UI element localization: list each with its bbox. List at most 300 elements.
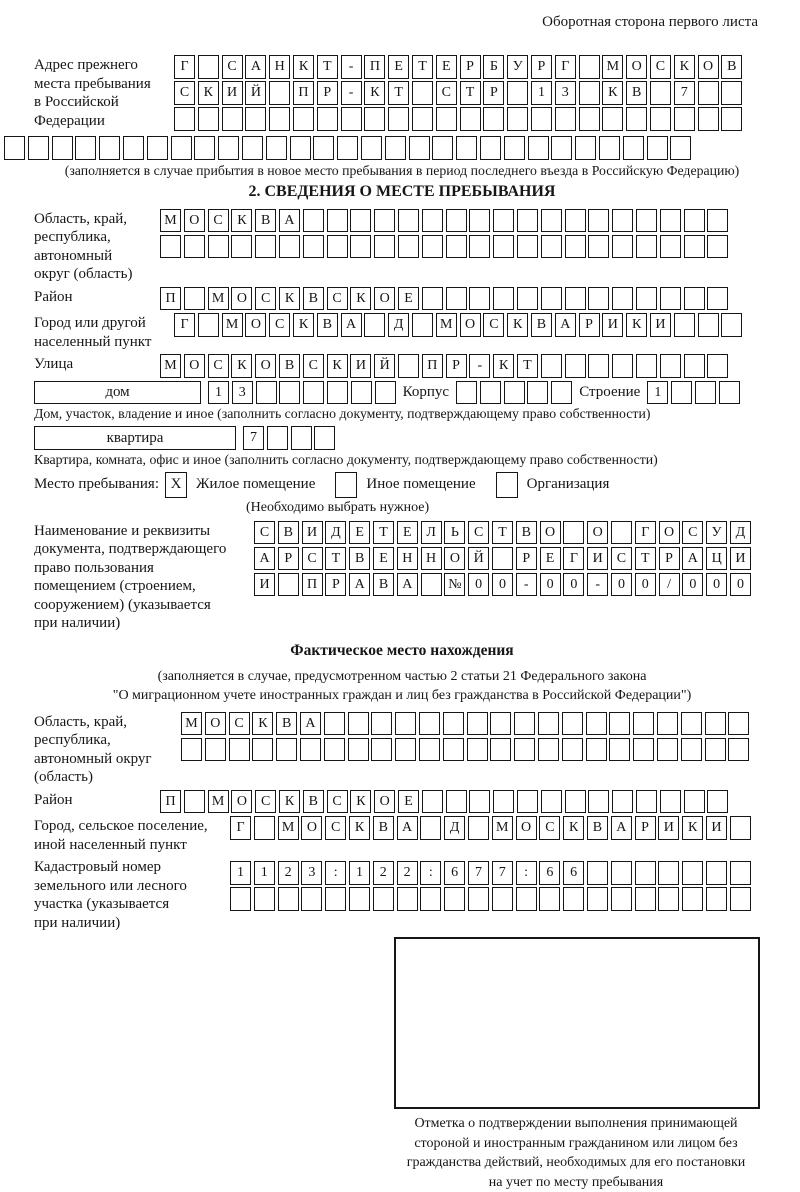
char-box	[422, 287, 443, 311]
char-box	[650, 81, 671, 105]
char-box: 1	[208, 381, 229, 405]
char-box	[490, 712, 511, 736]
char-box	[300, 738, 321, 762]
char-box: Д	[730, 521, 751, 545]
char-box	[327, 209, 348, 233]
char-box: В	[276, 712, 297, 736]
char-box: С	[269, 313, 290, 337]
char-box	[647, 136, 668, 160]
char-box	[705, 738, 726, 762]
label-line: населенный пункт	[34, 333, 152, 350]
char-box	[181, 738, 202, 762]
char-box	[231, 235, 252, 259]
char-box: К	[674, 55, 695, 79]
char-box: И	[602, 313, 623, 337]
char-box	[493, 790, 514, 814]
char-box: 1	[254, 861, 275, 885]
char-box	[198, 55, 219, 79]
char-box: П	[422, 354, 443, 378]
char-box: Т	[388, 81, 409, 105]
char-box	[205, 738, 226, 762]
char-box: К	[198, 81, 219, 105]
char-box	[361, 136, 382, 160]
char-box	[541, 790, 562, 814]
cadastral-rows	[230, 861, 751, 913]
char-box	[99, 136, 120, 160]
city-label	[34, 313, 174, 351]
char-box	[456, 136, 477, 160]
char-box	[350, 209, 371, 233]
char-box: 0	[468, 573, 489, 597]
char-box: Т	[460, 81, 481, 105]
char-box: А	[349, 573, 370, 597]
char-box	[460, 107, 481, 131]
char-box: Е	[373, 547, 394, 571]
char-box	[684, 354, 705, 378]
char-box	[516, 887, 537, 911]
char-box	[706, 887, 727, 911]
char-box	[419, 712, 440, 736]
char-box	[349, 887, 370, 911]
char-box	[374, 209, 395, 233]
label-line: при наличии)	[34, 914, 121, 931]
char-box: И	[587, 547, 608, 571]
char-box: В	[317, 313, 338, 337]
char-box: Г	[555, 55, 576, 79]
char-box	[541, 235, 562, 259]
page-header: Оборотная сторона первого листа	[542, 14, 758, 30]
char-box: К	[252, 712, 273, 736]
char-box	[467, 712, 488, 736]
char-box: Ц	[706, 547, 727, 571]
document-field	[34, 521, 770, 633]
char-box: О	[374, 287, 395, 311]
char-box	[684, 790, 705, 814]
char-box	[269, 107, 290, 131]
char-box: Е	[349, 521, 370, 545]
char-box	[565, 235, 586, 259]
char-box	[480, 136, 501, 160]
char-box: К	[350, 790, 371, 814]
char-box: 0	[611, 573, 632, 597]
char-box	[602, 107, 623, 131]
document-row-2	[254, 547, 751, 571]
char-box: М	[208, 790, 229, 814]
char-box	[565, 354, 586, 378]
char-box: И	[222, 81, 243, 105]
char-box: Т	[325, 547, 346, 571]
char-box: №	[444, 573, 465, 597]
char-box	[469, 235, 490, 259]
char-box: Р	[516, 547, 537, 571]
char-box	[325, 887, 346, 911]
label-line: земельного или лесного	[34, 877, 187, 894]
char-box: 2	[278, 861, 299, 885]
char-box: 1	[349, 861, 370, 885]
char-box: А	[254, 547, 275, 571]
char-box: В	[373, 573, 394, 597]
char-box	[674, 313, 695, 337]
actual-city-row	[230, 816, 751, 840]
char-box	[171, 136, 192, 160]
stamp-caption	[376, 1114, 776, 1192]
district-field	[34, 287, 770, 311]
char-box	[492, 547, 513, 571]
region-row-1	[160, 209, 728, 233]
region-rows	[160, 209, 728, 261]
actual-location-title: Фактическое место нахождения	[290, 641, 514, 659]
char-box: С	[174, 81, 195, 105]
char-box	[245, 107, 266, 131]
char-box: Е	[398, 790, 419, 814]
char-box	[586, 712, 607, 736]
char-box: Р	[446, 354, 467, 378]
char-box	[279, 381, 300, 405]
char-box	[421, 573, 442, 597]
char-box: В	[373, 816, 394, 840]
char-box: С	[682, 521, 703, 545]
prev-address-note: (заполняется в случае прибытия в новое место пребывания в период последнего въезда в Российскую Федерацию)	[64, 162, 740, 178]
char-box	[555, 107, 576, 131]
char-box: Р	[325, 573, 346, 597]
korpus-cells	[456, 381, 572, 405]
label-line: автономный	[34, 247, 113, 264]
label-line: помещением (строением,	[34, 578, 196, 595]
char-box	[650, 107, 671, 131]
char-box	[480, 381, 501, 405]
char-box: Е	[436, 55, 457, 79]
char-box	[504, 381, 525, 405]
char-box	[609, 712, 630, 736]
char-box	[301, 887, 322, 911]
char-box: А	[279, 209, 300, 233]
char-box	[456, 381, 477, 405]
char-box: К	[507, 313, 528, 337]
char-box: 1	[531, 81, 552, 105]
char-box	[517, 209, 538, 233]
char-box	[706, 861, 727, 885]
stay-type-option-organization: Организация	[526, 476, 610, 493]
char-box	[398, 209, 419, 233]
char-box	[420, 816, 441, 840]
char-box	[658, 861, 679, 885]
char-box	[684, 235, 705, 259]
char-box	[375, 381, 396, 405]
char-box	[660, 235, 681, 259]
char-box	[266, 136, 287, 160]
char-box	[317, 107, 338, 131]
char-box	[218, 136, 239, 160]
char-box: И	[254, 573, 275, 597]
char-box	[730, 816, 751, 840]
char-box	[587, 861, 608, 885]
char-box	[276, 738, 297, 762]
char-box	[198, 107, 219, 131]
char-box: А	[555, 313, 576, 337]
char-box	[443, 712, 464, 736]
char-box	[730, 861, 751, 885]
char-box: О	[698, 55, 719, 79]
char-box: Т	[517, 354, 538, 378]
char-box: Ь	[444, 521, 465, 545]
char-box: :	[516, 861, 537, 885]
char-box: Й	[468, 547, 489, 571]
char-box	[398, 354, 419, 378]
char-box: В	[303, 287, 324, 311]
char-box	[562, 712, 583, 736]
char-box: К	[231, 209, 252, 233]
char-box	[551, 136, 572, 160]
char-box	[279, 235, 300, 259]
char-box: Е	[540, 547, 561, 571]
char-box: И	[650, 313, 671, 337]
char-box	[657, 712, 678, 736]
char-box	[660, 287, 681, 311]
char-box	[469, 209, 490, 233]
char-box: Р	[579, 313, 600, 337]
char-box	[728, 712, 749, 736]
char-box: 1	[647, 381, 668, 405]
char-box: Т	[492, 521, 513, 545]
char-box	[147, 136, 168, 160]
char-box	[586, 738, 607, 762]
char-box	[303, 235, 324, 259]
char-box: М	[208, 287, 229, 311]
char-box: С	[650, 55, 671, 79]
char-box	[551, 381, 572, 405]
city-field	[34, 313, 770, 351]
char-box	[278, 573, 299, 597]
char-box: В	[279, 354, 300, 378]
actual-region-rows	[181, 712, 749, 764]
actual-district-label: Район	[34, 791, 73, 808]
cadastral-row-1	[230, 861, 751, 885]
char-box: В	[721, 55, 742, 79]
char-box: И	[658, 816, 679, 840]
char-box: К	[364, 81, 385, 105]
char-box	[493, 287, 514, 311]
char-box	[728, 738, 749, 762]
char-box	[611, 521, 632, 545]
char-box: К	[279, 790, 300, 814]
label-line: места пребывания	[34, 75, 151, 92]
stay-type-option-residential: Жилое помещение	[196, 476, 316, 493]
char-box: О	[587, 521, 608, 545]
char-box	[531, 107, 552, 131]
actual-region-row-2	[181, 738, 749, 762]
label-line: гражданства действий, необходимых для его постановки	[406, 1155, 746, 1171]
char-box	[674, 107, 695, 131]
char-box	[698, 313, 719, 337]
char-box	[291, 426, 312, 450]
actual-region-label	[34, 712, 181, 787]
section2-title: 2. СВЕДЕНИЯ О МЕСТЕ ПРЕБЫВАНИЯ	[248, 182, 556, 200]
char-box	[588, 235, 609, 259]
char-box	[579, 107, 600, 131]
char-box	[123, 136, 144, 160]
char-box	[371, 712, 392, 736]
char-box: Т	[412, 55, 433, 79]
char-box	[184, 790, 205, 814]
document-row-1	[254, 521, 751, 545]
char-box	[198, 313, 219, 337]
street-field	[34, 354, 770, 378]
char-box	[514, 712, 535, 736]
char-box	[562, 738, 583, 762]
char-box: 6	[444, 861, 465, 885]
label-line: Отметка о подтверждении выполнения принимающей	[414, 1116, 738, 1132]
char-box: С	[255, 287, 276, 311]
char-box	[612, 354, 633, 378]
label-line: стороной и иностранным гражданином или лицом без	[414, 1135, 738, 1151]
prev-address-label	[34, 55, 174, 130]
char-box: 7	[674, 81, 695, 105]
char-box	[254, 816, 275, 840]
label-line: участка (указывается	[34, 896, 170, 913]
char-box: С	[222, 55, 243, 79]
stay-type-option-other: Иное помещение	[366, 476, 476, 493]
cadastral-label	[34, 857, 230, 932]
char-box: 6	[539, 861, 560, 885]
char-box	[682, 887, 703, 911]
char-box: С	[468, 521, 489, 545]
char-box: П	[293, 81, 314, 105]
label-line: Наименование и реквизиты	[34, 522, 211, 539]
char-box: 7	[243, 426, 264, 450]
char-box	[707, 354, 728, 378]
char-box	[707, 209, 728, 233]
char-box: Е	[397, 521, 418, 545]
char-box	[670, 136, 691, 160]
actual-district-row	[160, 790, 728, 814]
char-box	[364, 107, 385, 131]
char-box	[682, 861, 703, 885]
char-box: К	[626, 313, 647, 337]
char-box: К	[563, 816, 584, 840]
char-box	[719, 381, 740, 405]
char-box: В	[516, 521, 537, 545]
char-box	[660, 209, 681, 233]
label-line: Город или другой	[34, 315, 146, 332]
char-box	[385, 136, 406, 160]
char-box: Т	[635, 547, 656, 571]
char-box	[303, 209, 324, 233]
label-line: Область, край,	[34, 713, 128, 730]
char-box	[636, 790, 657, 814]
char-box: Н	[421, 547, 442, 571]
char-box: С	[436, 81, 457, 105]
char-box	[681, 738, 702, 762]
char-box: П	[160, 287, 181, 311]
char-box	[612, 790, 633, 814]
char-box: А	[300, 712, 321, 736]
apartment-note: Квартира, комната, офис и иное (заполнить согласно документу, подтверждающему право собственности)	[34, 451, 658, 467]
stamp-box	[394, 937, 760, 1109]
char-box	[467, 738, 488, 762]
char-box: Т	[317, 55, 338, 79]
char-box: 7	[468, 861, 489, 885]
char-box	[229, 738, 250, 762]
char-box: Р	[635, 816, 656, 840]
char-box: П	[160, 790, 181, 814]
street-label: Улица	[34, 356, 74, 373]
char-box: О	[184, 209, 205, 233]
char-box: Р	[531, 55, 552, 79]
char-box	[397, 887, 418, 911]
char-box	[412, 107, 433, 131]
char-box: У	[706, 521, 727, 545]
apartment-box-label: квартира	[34, 426, 236, 450]
char-box	[269, 81, 290, 105]
char-box: Й	[374, 354, 395, 378]
char-box	[611, 861, 632, 885]
actual-city-field	[34, 816, 770, 854]
char-box	[252, 738, 273, 762]
char-box	[707, 287, 728, 311]
actual-location-note-1: (заполняется в случае, предусмотренном частью 2 статьи 21 Федерального закона	[157, 668, 647, 684]
prev-address-row-2	[174, 81, 742, 105]
char-box: К	[682, 816, 703, 840]
char-box	[398, 235, 419, 259]
char-box	[208, 235, 229, 259]
char-box: Т	[373, 521, 394, 545]
char-box: С	[303, 354, 324, 378]
house-row	[34, 381, 770, 405]
char-box	[28, 136, 49, 160]
char-box	[721, 107, 742, 131]
char-box	[507, 107, 528, 131]
char-box: Р	[460, 55, 481, 79]
actual-region-row-1	[181, 712, 749, 736]
char-box	[242, 136, 263, 160]
prev-address-row-4	[4, 136, 770, 160]
char-box	[420, 887, 441, 911]
char-box: М	[602, 55, 623, 79]
char-box	[587, 887, 608, 911]
char-box: О	[301, 816, 322, 840]
char-box	[636, 287, 657, 311]
char-box: -	[516, 573, 537, 597]
char-box: О	[245, 313, 266, 337]
char-box	[371, 738, 392, 762]
char-box	[517, 790, 538, 814]
label-line: Федерации	[34, 112, 105, 129]
char-box	[599, 136, 620, 160]
label-line: автономный округ	[34, 750, 152, 767]
char-box	[255, 235, 276, 259]
char-box	[395, 738, 416, 762]
char-box: П	[364, 55, 385, 79]
char-box: О	[460, 313, 481, 337]
actual-location-note-2: "О миграционном учете иностранных граждан и лиц без гражданства в Российской Федерации")	[112, 688, 692, 704]
char-box: С	[611, 547, 632, 571]
char-box	[514, 738, 535, 762]
char-box: 0	[492, 573, 513, 597]
char-box	[194, 136, 215, 160]
char-box	[75, 136, 96, 160]
char-box	[388, 107, 409, 131]
char-box: 0	[682, 573, 703, 597]
char-box	[633, 738, 654, 762]
label-line: в Российской	[34, 94, 119, 110]
char-box	[611, 887, 632, 911]
char-box	[721, 81, 742, 105]
char-box: 3	[301, 861, 322, 885]
char-box: А	[611, 816, 632, 840]
char-box	[230, 887, 251, 911]
char-box: П	[302, 573, 323, 597]
char-box	[327, 235, 348, 259]
